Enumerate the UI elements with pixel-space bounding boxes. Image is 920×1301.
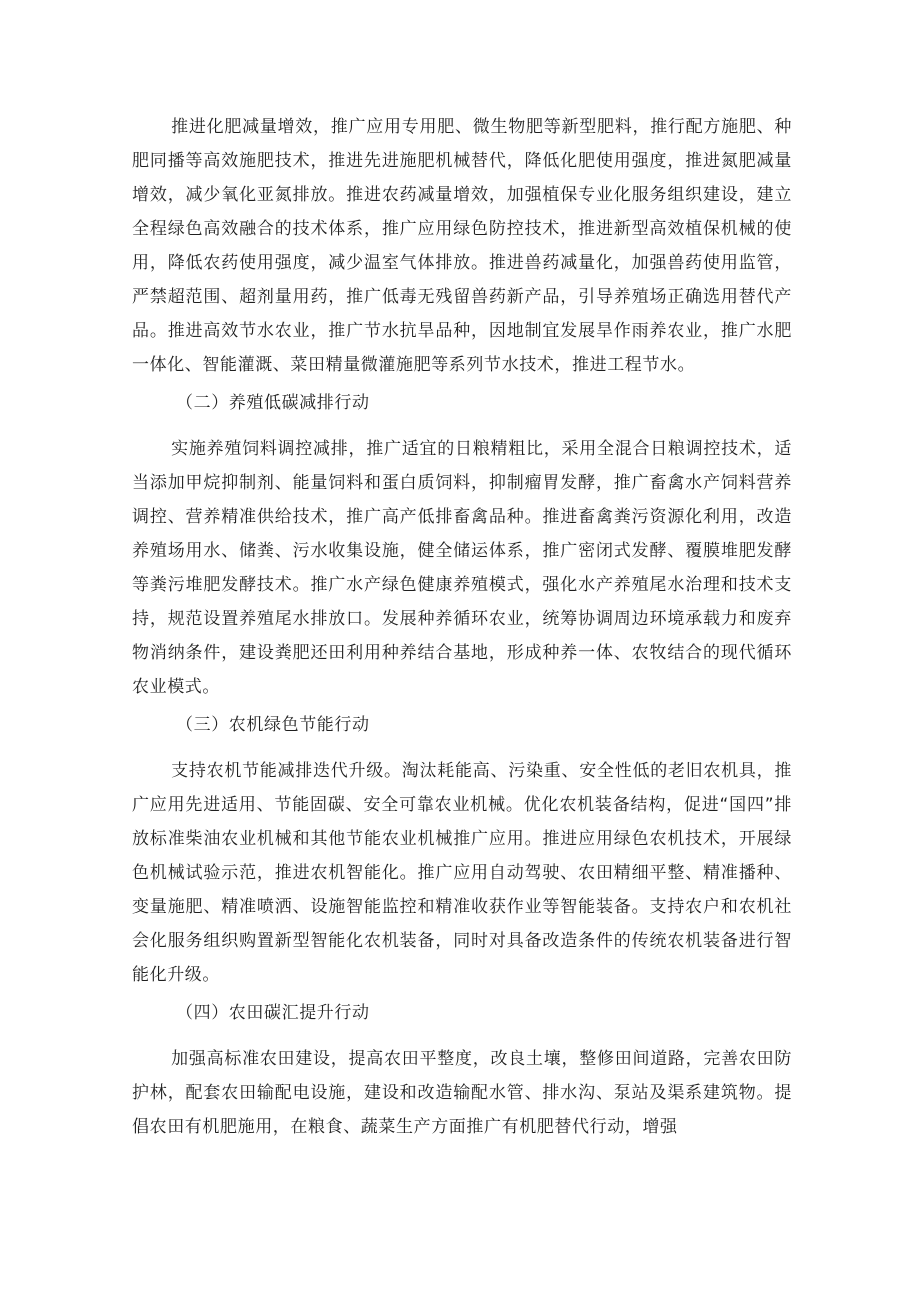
section-heading-livestock: （二）养殖低碳减排行动	[176, 393, 370, 413]
paragraph-farm-machinery: 支持农机节能减排迭代升级。淘汰耗能高、污染重、安全性低的老旧农机具，推广应用先进适用、节能固碳、安全可靠农业机械。优化农机装备结构，促进“国四”排放标准柴油农业机械和其他节能农业机械推广应用。推进应用绿色农机技术，开展绿色机械试验示范，推进农机智能化。推广应用自动驾驶、农田精细平整、精准播种、变量施肥、精准喷洒、设施智能监控和精准收获作业等智能装备。支持农户和农机社会化服务组织购置新型智能化农机装备，同时对具备改造条件的传统农机装备进行智能化升级。	[132, 761, 792, 985]
paragraph-fertilizer-pesticide: 推进化肥减量增效，推广应用专用肥、微生物肥等新型肥料，推行配方施肥、种肥同播等高效施肥技术，推进先进施肥机械替代，降低化肥使用强度，推进氮肥减量增效，减少氧化亚氮排放。推进农药减量增效，加强植保专业化服务组织建设，建立全程绿色高效融合的技术体系，推广应用绿色防控技术，推进新型高效植保机械的使用，降低农药使用强度，减少温室气体排放。推进兽药减量化，加强兽药使用监管，严禁超范围、超剂量用药，推广低毒无残留兽药新产品，引导养殖场正确选用替代产品。推进高效节水农业，推广节水抗旱品种，因地制宜发展旱作雨养农业，推广水肥一体化、智能灌溉、菜田精量微灌施肥等系列节水技术，推进工程节水。	[132, 117, 792, 375]
section-heading-farmland-carbon-sink: （四）农田碳汇提升行动	[176, 1003, 370, 1023]
paragraph-livestock: 实施养殖饲料调控减排，推广适宜的日粮精粗比，采用全混合日粮调控技术，适当添加甲烷抑制剂、能量饲料和蛋白质饲料，抑制瘤胃发酵，推广畜禽水产饲料营养调控、营养精准供给技术，推广高产低排畜禽品种。推进畜禽粪污资源化利用，改造养殖场用水、储粪、污水收集设施，健全储运体系，推广密闭式发酵、覆膜堆肥发酵等粪污堆肥发酵技术。推广水产绿色健康养殖模式，强化水产养殖尾水治理和技术支持，规范设置养殖尾水排放口。发展种养循环农业，统筹协调周边环境承载力和废弃物消纳条件，建设粪肥还田利用种养结合基地，形成种养一体、农牧结合的现代循环农业模式。	[132, 439, 792, 697]
section-heading-farm-machinery: （三）农机绿色节能行动	[176, 715, 370, 735]
document-body	[132, 110, 792, 1144]
paragraph-farmland-carbon-sink: 加强高标准农田建设，提高农田平整度，改良土壤，整修田间道路，完善农田防护林，配套农田输配电设施，建设和改造输配水管、排水沟、泵站及渠系建筑物。提倡农田有机肥施用，在粮食、蔬菜生产方面推广有机肥替代行动，增强	[132, 1049, 792, 1137]
